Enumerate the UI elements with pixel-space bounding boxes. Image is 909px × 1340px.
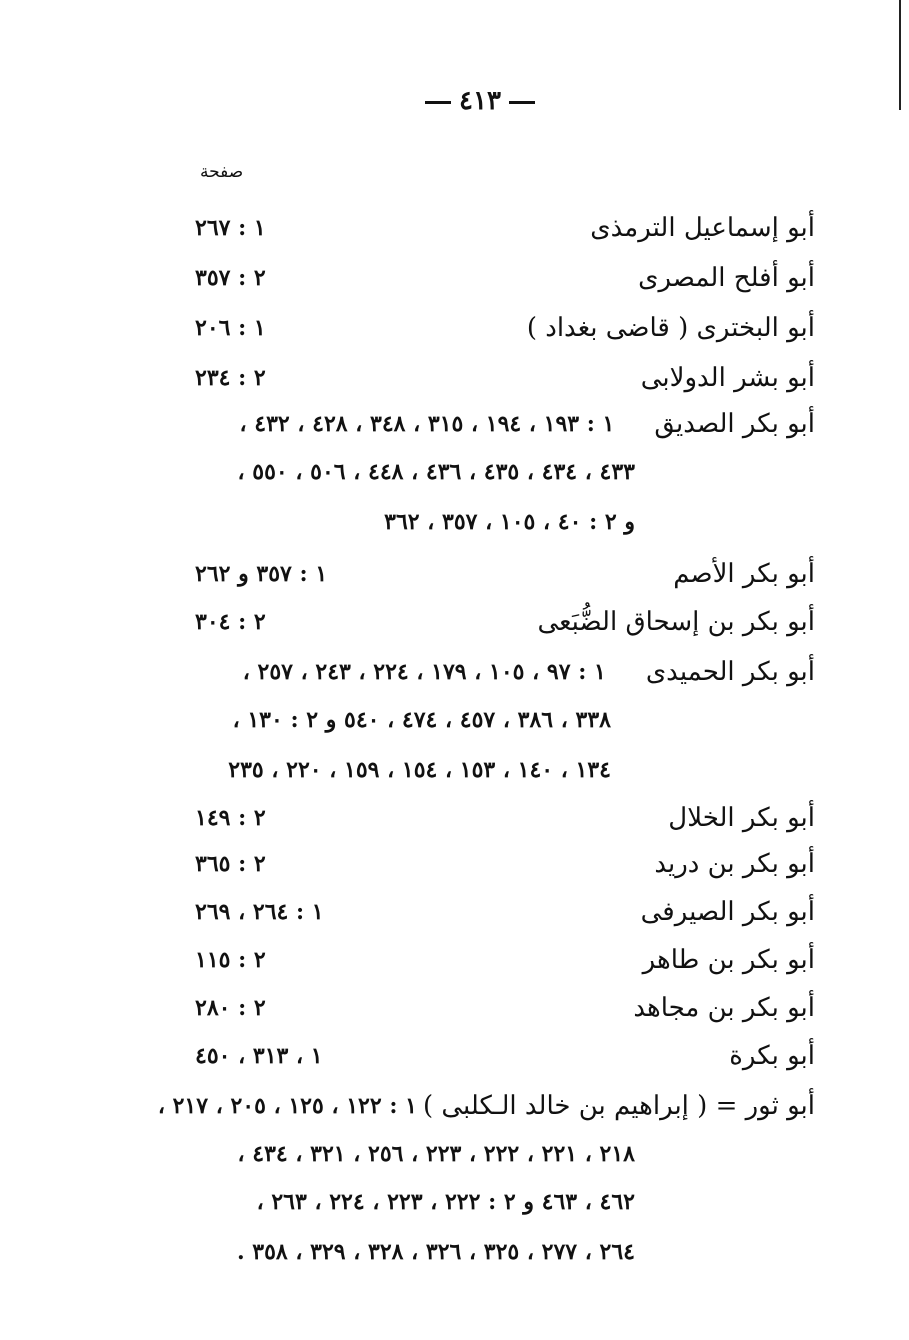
index-entry bbox=[195, 206, 815, 250]
entry-refs-continuation: ٣٣٨ ، ٣٨٦ ، ٤٥٧ ، ٤٧٤ ، ٥٤٠ و ٢ : ١٣٠ ، bbox=[232, 707, 611, 733]
entry-refs: ٢ : ٢٨٠ bbox=[195, 995, 266, 1021]
entry-refs: ٢ : ٣٥٧ bbox=[195, 265, 266, 291]
index-entry bbox=[157, 1084, 815, 1128]
entry-name: أبو بكر الخلال bbox=[668, 803, 815, 833]
entry-refs: ١ : ١٢٢ ، ١٢٥ ، ٢٠٥ ، ٢١٧ ، bbox=[157, 1093, 417, 1119]
index-entry bbox=[195, 890, 815, 934]
index-entry bbox=[195, 402, 815, 446]
index-entry bbox=[195, 796, 815, 840]
entry-name: أبو بكرة bbox=[729, 1041, 815, 1071]
entry-name: أبو بكر الأصم bbox=[673, 559, 815, 589]
entry-name: أبو بكر الحميدى bbox=[645, 657, 815, 687]
dash-right bbox=[425, 101, 451, 104]
entry-name: أبو ثور = ( إبراهيم بن خالد الـكلبى ) bbox=[422, 1091, 815, 1121]
index-entry bbox=[195, 842, 815, 886]
entry-name: أبو بشر الدولابى bbox=[640, 363, 815, 393]
entry-name: أبو بكر بن إسحاق الضُّبَعى bbox=[537, 607, 815, 637]
index-entry bbox=[195, 650, 815, 694]
entry-refs: ٢ : ١١٥ bbox=[195, 947, 266, 973]
entry-name: أبو أفلح المصرى bbox=[638, 263, 815, 293]
entry-refs-continuation: ٢١٨ ، ٢٢١ ، ٢٢٢ ، ٢٢٣ ، ٢٥٦ ، ٣٢١ ، ٤٣٤ ، bbox=[237, 1141, 635, 1167]
entry-refs-continuation: ٤٣٣ ، ٤٣٤ ، ٤٣٥ ، ٤٣٦ ، ٤٤٨ ، ٥٠٦ ، ٥٥٠ ، bbox=[237, 459, 635, 485]
index-entry bbox=[195, 1034, 815, 1078]
entry-name: أبو البخترى ( قاضى بغداد ) bbox=[526, 313, 815, 343]
entry-refs: ٢ : ٢٣٤ bbox=[195, 365, 266, 391]
entry-refs: ١ ، ٣١٣ ، ٤٥٠ bbox=[195, 1043, 323, 1069]
entry-refs: ٢ : ٣٠٤ bbox=[195, 609, 266, 635]
entry-refs: ٢ : ١٤٩ bbox=[195, 805, 266, 831]
index-entry bbox=[195, 356, 815, 400]
entry-name: أبو إسماعيل الترمذى bbox=[590, 213, 815, 243]
entry-name: أبو بكر بن طاهر bbox=[642, 945, 815, 975]
entry-refs: ١ : ٢٦٧ bbox=[195, 215, 266, 241]
index-entry bbox=[195, 552, 815, 596]
entry-refs-continuation: ١٣٤ ، ١٤٠ ، ١٥٣ ، ١٥٤ ، ١٥٩ ، ٢٢٠ ، ٢٣٥ bbox=[228, 757, 611, 783]
entry-refs: ٢ : ٣٦٥ bbox=[195, 851, 266, 877]
entry-refs: ١ : ٩٧ ، ١٠٥ ، ١٧٩ ، ٢٢٤ ، ٢٤٣ ، ٢٥٧ ، bbox=[242, 659, 606, 685]
dash-left bbox=[509, 101, 535, 104]
entry-refs: ١ : ١٩٣ ، ١٩٤ ، ٣١٥ ، ٣٤٨ ، ٤٢٨ ، ٤٣٢ ، bbox=[239, 411, 615, 437]
entry-name: أبو بكر الصديق bbox=[654, 409, 815, 439]
entry-name: أبو بكر بن مجاهد bbox=[633, 993, 815, 1023]
entry-refs-continuation: و ٢ : ٤٠ ، ١٠٥ ، ٣٥٧ ، ٣٦٢ bbox=[384, 509, 635, 535]
entry-name: أبو بكر الصيرفى bbox=[640, 897, 815, 927]
index-entry bbox=[195, 256, 815, 300]
entry-refs-continuation: ٢٦٤ ، ٢٧٧ ، ٣٢٥ ، ٣٢٦ ، ٣٢٨ ، ٣٢٩ ، ٣٥٨ . bbox=[236, 1239, 635, 1265]
index-entry bbox=[195, 600, 815, 644]
index-entry bbox=[195, 306, 815, 350]
index-entry bbox=[195, 986, 815, 1030]
entry-name: أبو بكر بن دريد bbox=[654, 849, 815, 879]
entry-refs: ١ : ٢٦٤ ، ٢٦٩ bbox=[195, 899, 324, 925]
page-number: ٤١٣ bbox=[0, 86, 909, 116]
column-header: صفحة bbox=[200, 162, 244, 182]
index-entry bbox=[195, 938, 815, 982]
entry-refs: ١ : ٣٥٧ و ٢٦٢ bbox=[195, 561, 328, 587]
entry-refs-continuation: ٤٦٢ ، ٤٦٣ و ٢ : ٢٢٢ ، ٢٢٣ ، ٢٢٤ ، ٢٦٣ ، bbox=[256, 1189, 635, 1215]
entry-refs: ١ : ٢٠٦ bbox=[195, 315, 266, 341]
